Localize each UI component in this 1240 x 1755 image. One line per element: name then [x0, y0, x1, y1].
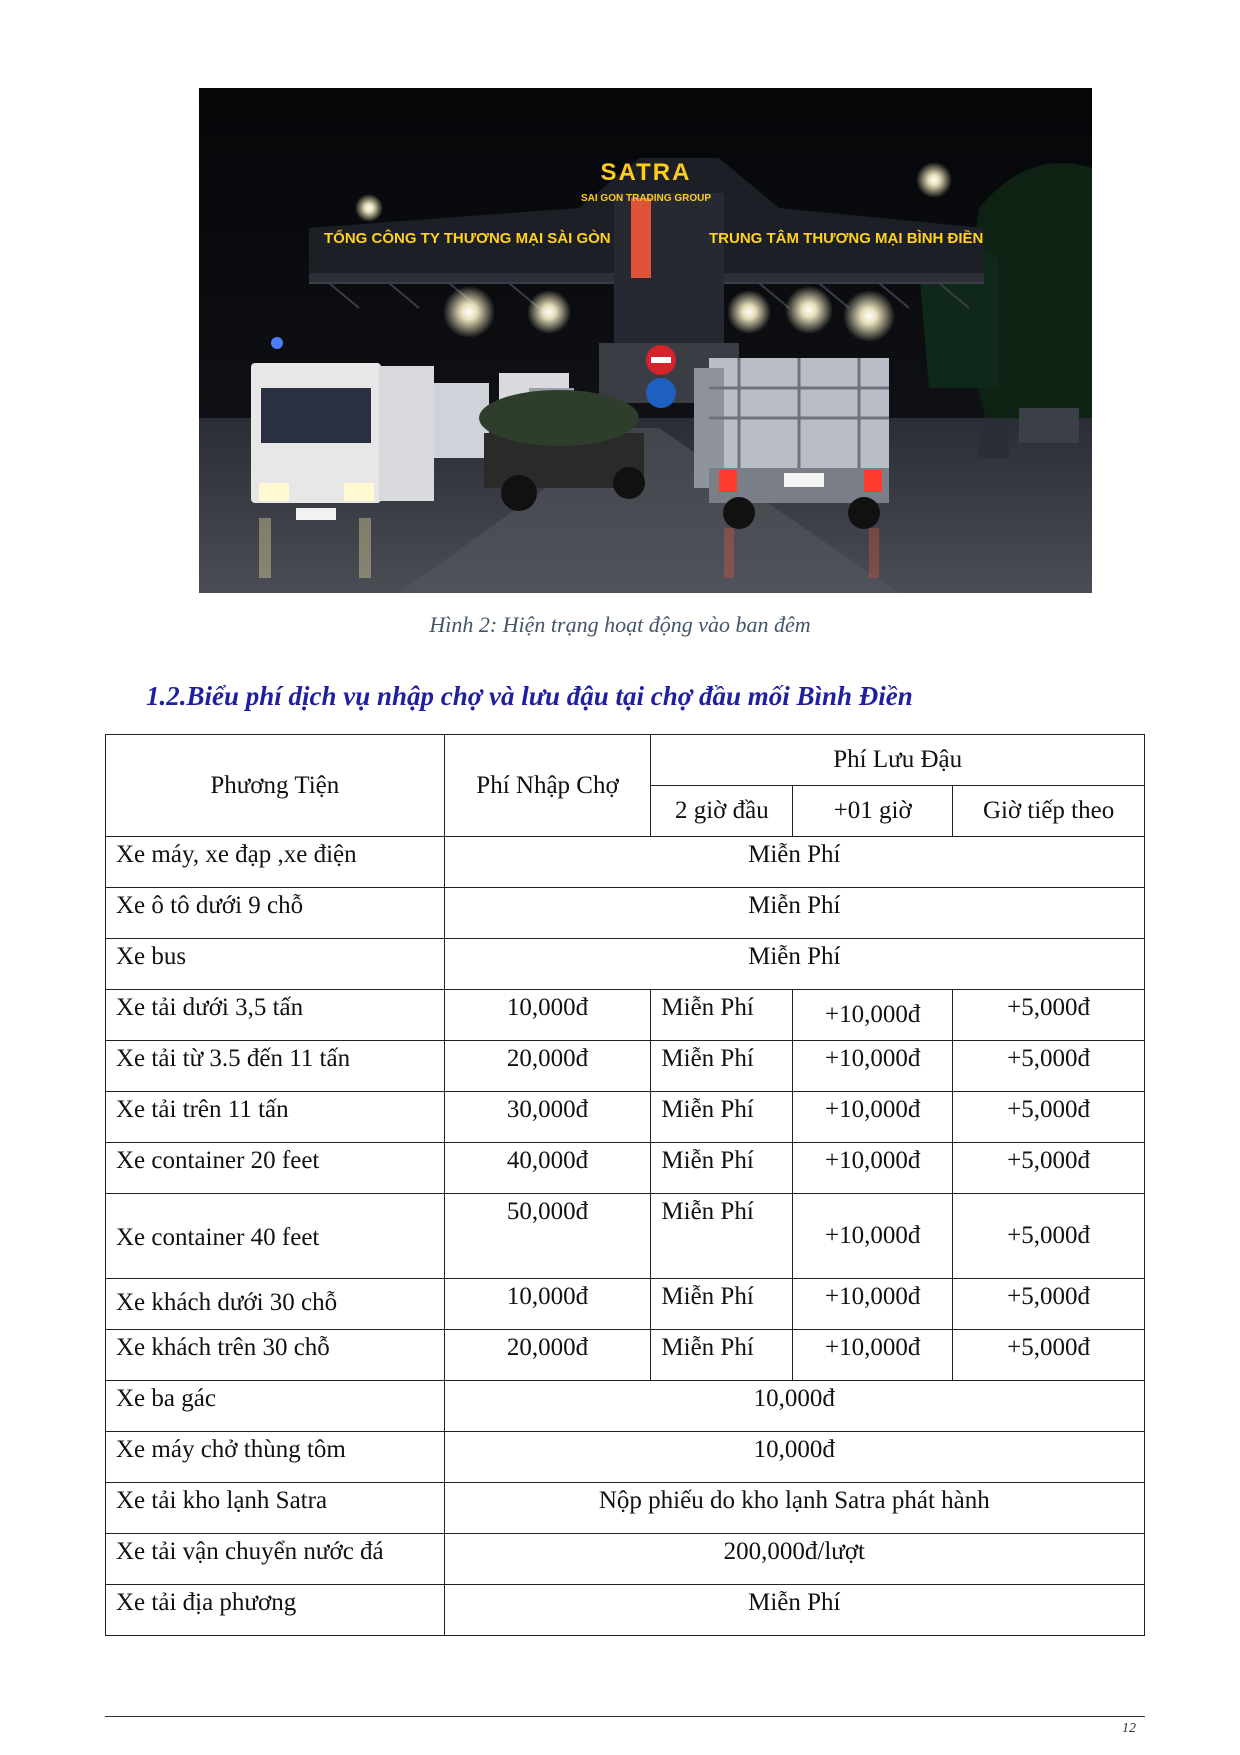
table-row	[106, 1381, 1145, 1432]
fee-merged-cell: Miễn Phí	[444, 939, 1144, 990]
table-row	[106, 1041, 1145, 1092]
table-row	[106, 1432, 1145, 1483]
sign-left: TỔNG CÔNG TY THƯƠNG MẠI SÀI GÒN	[324, 230, 611, 247]
table-header-row	[106, 735, 1145, 786]
fee-table	[105, 734, 1145, 1636]
vehicle-cell: Xe tải từ 3.5 đến 11 tấn	[106, 1041, 445, 1092]
entry-fee-cell: 10,000đ	[444, 990, 651, 1041]
fee-merged-cell: 10,000đ	[444, 1432, 1144, 1483]
first-2h-cell: Miễn Phí	[651, 1143, 793, 1194]
header-parking-fee: Phí Lưu Đậu	[651, 735, 1145, 786]
fee-merged-cell: 200,000đ/lượt	[444, 1534, 1144, 1585]
table-row	[106, 1483, 1145, 1534]
vehicle-cell: Xe máy chở thùng tôm	[106, 1432, 445, 1483]
first-2h-cell: Miễn Phí	[651, 1330, 793, 1381]
vehicle-cell: Xe tải dưới 3,5 tấn	[106, 990, 445, 1041]
header-vehicle: Phương Tiện	[106, 735, 445, 837]
next-hours-cell: +5,000đ	[953, 1279, 1145, 1330]
plus-1h-cell: +10,000đ	[793, 1330, 953, 1381]
vehicle-cell: Xe tải địa phương	[106, 1585, 445, 1636]
vehicle-cell: Xe máy, xe đạp ,xe điện	[106, 837, 445, 888]
sign-right: TRUNG TÂM THƯƠNG MẠI BÌNH ĐIỀN	[709, 230, 984, 247]
plus-1h-cell: +10,000đ	[793, 1041, 953, 1092]
first-2h-cell: Miễn Phí	[651, 1041, 793, 1092]
section-title: 1.2.Biểu phí dịch vụ nhập chợ và lưu đậu tại chợ đầu mối Bình Điền	[146, 681, 913, 711]
header-first-2h: 2 giờ đầu	[651, 786, 793, 837]
footer-divider	[105, 1716, 1145, 1717]
entry-fee-cell: 10,000đ	[444, 1279, 651, 1330]
next-hours-cell: +5,000đ	[953, 1194, 1145, 1279]
entry-fee-cell: 20,000đ	[444, 1041, 651, 1092]
entry-fee-cell: 40,000đ	[444, 1143, 651, 1194]
table-row	[106, 888, 1145, 939]
sign-brand: SATRA	[600, 159, 692, 186]
vehicle-cell: Xe tải trên 11 tấn	[106, 1092, 445, 1143]
table-row	[106, 1585, 1145, 1636]
vehicle-cell: Xe container 20 feet	[106, 1143, 445, 1194]
fee-merged-cell: Nộp phiếu do kho lạnh Satra phát hành	[444, 1483, 1144, 1534]
entry-fee-cell: 20,000đ	[444, 1330, 651, 1381]
table-row	[106, 939, 1145, 990]
table-row	[106, 1092, 1145, 1143]
vehicle-cell: Xe ô tô dưới 9 chỗ	[106, 888, 445, 939]
first-2h-cell: Miễn Phí	[651, 990, 793, 1041]
next-hours-cell: +5,000đ	[953, 1143, 1145, 1194]
plus-1h-cell: +10,000đ	[793, 1092, 953, 1143]
fee-merged-cell: Miễn Phí	[444, 837, 1144, 888]
header-plus-1h: +01 giờ	[793, 786, 953, 837]
table-row	[106, 1194, 1145, 1279]
figure-caption: Hình 2: Hiện trạng hoạt động vào ban đêm	[429, 612, 811, 637]
plus-1h-cell: +10,000đ	[793, 1279, 953, 1330]
vehicle-cell: Xe bus	[106, 939, 445, 990]
table-row	[106, 1143, 1145, 1194]
page-number: 12	[1122, 1721, 1136, 1736]
vehicle-cell: Xe container 40 feet	[106, 1194, 445, 1279]
plus-1h-cell: +10,000đ	[793, 1194, 953, 1279]
vehicle-cell: Xe khách trên 30 chỗ	[106, 1330, 445, 1381]
vehicle-cell: Xe tải vận chuyển nước đá	[106, 1534, 445, 1585]
first-2h-cell: Miễn Phí	[651, 1194, 793, 1279]
sign-group: SAI GON TRADING GROUP	[580, 193, 712, 204]
entry-fee-cell: 50,000đ	[444, 1194, 651, 1279]
header-entry-fee: Phí Nhập Chợ	[444, 735, 651, 837]
plus-1h-cell: +10,000đ	[793, 990, 953, 1041]
next-hours-cell: +5,000đ	[953, 1092, 1145, 1143]
table-row	[106, 990, 1145, 1041]
night-gate-photo	[199, 88, 1092, 593]
plus-1h-cell: +10,000đ	[793, 1143, 953, 1194]
next-hours-cell: +5,000đ	[953, 1041, 1145, 1092]
next-hours-cell: +5,000đ	[953, 990, 1145, 1041]
vehicle-cell: Xe ba gác	[106, 1381, 445, 1432]
fee-merged-cell: 10,000đ	[444, 1381, 1144, 1432]
table-row	[106, 1279, 1145, 1330]
first-2h-cell: Miễn Phí	[651, 1279, 793, 1330]
next-hours-cell: +5,000đ	[953, 1330, 1145, 1381]
table-row	[106, 1534, 1145, 1585]
vehicle-cell: Xe khách dưới 30 chỗ	[106, 1279, 445, 1330]
fee-merged-cell: Miễn Phí	[444, 888, 1144, 939]
table-row	[106, 837, 1145, 888]
header-next-hours: Giờ tiếp theo	[953, 786, 1145, 837]
table-row	[106, 1330, 1145, 1381]
vehicle-cell: Xe tải kho lạnh Satra	[106, 1483, 445, 1534]
fee-merged-cell: Miễn Phí	[444, 1585, 1144, 1636]
first-2h-cell: Miễn Phí	[651, 1092, 793, 1143]
entry-fee-cell: 30,000đ	[444, 1092, 651, 1143]
